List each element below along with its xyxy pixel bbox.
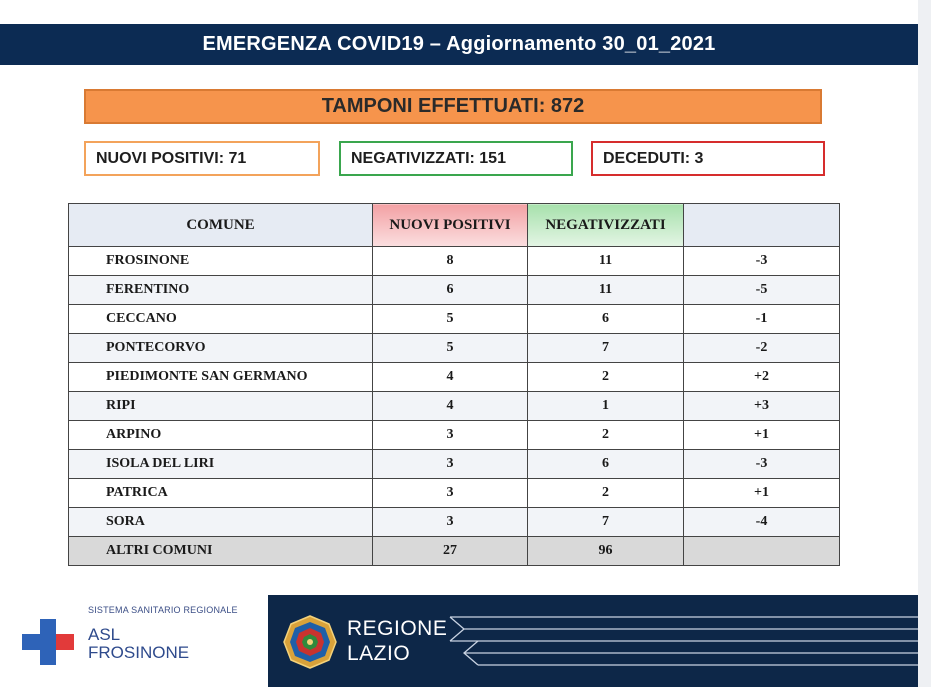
header-negativizzati: NEGATIVIZZATI [528,204,684,247]
tamponi-effettuati-box: TAMPONI EFFETTUATI: 872 [84,89,822,124]
cell-comune: SORA [69,508,373,537]
header-delta [684,204,840,247]
cell-positivi: 3 [373,508,528,537]
cell-comune: PIEDIMONTE SAN GERMANO [69,363,373,392]
table-header-row [69,204,840,247]
lazio-label: LAZIO [347,642,411,665]
header-nuovi-positivi: NUOVI POSITIVI [373,204,528,247]
table-row [69,363,840,392]
table-row [69,450,840,479]
asl-frosinone-logo [0,598,268,687]
right-edge-strip [918,0,931,687]
table-total-row [69,537,840,566]
cell-delta: -1 [684,305,840,334]
header-comune: COMUNE [69,204,373,247]
asl-name-line1: ASL [88,625,121,644]
cell-comune: PONTECORVO [69,334,373,363]
table-row [69,247,840,276]
nuovi-positivi-box: NUOVI POSITIVI: 71 [84,141,320,176]
negativizzati-box: NEGATIVIZZATI: 151 [339,141,573,176]
cell-negativizzati: 11 [528,247,684,276]
cell-comune: ISOLA DEL LIRI [69,450,373,479]
cell-negativizzati: 2 [528,421,684,450]
cell-comune: ARPINO [69,421,373,450]
cell-positivi: 6 [373,276,528,305]
cell-comune: PATRICA [69,479,373,508]
cell-positivi: 3 [373,479,528,508]
cell-negativizzati: 7 [528,508,684,537]
medical-cross-icon [22,619,74,665]
cell-delta: -5 [684,276,840,305]
cell-delta: -2 [684,334,840,363]
cell-delta: -4 [684,508,840,537]
cell-comune: ALTRI COMUNI [69,537,373,566]
asl-name-line2: FROSINONE [88,643,190,662]
comuni-table [68,203,840,566]
lazio-emblem-icon [283,615,337,669]
regione-lazio-logo [268,595,918,687]
cell-comune: CECCANO [69,305,373,334]
cell-negativizzati: 96 [528,537,684,566]
cell-negativizzati: 1 [528,392,684,421]
cell-delta: -3 [684,247,840,276]
cell-positivi: 27 [373,537,528,566]
table-row [69,421,840,450]
cell-negativizzati: 6 [528,450,684,479]
table-row [69,392,840,421]
cell-delta: +1 [684,421,840,450]
cell-negativizzati: 11 [528,276,684,305]
cell-negativizzati: 2 [528,479,684,508]
cell-comune: FERENTINO [69,276,373,305]
cell-positivi: 4 [373,392,528,421]
table-row [69,479,840,508]
deceduti-box: DECEDUTI: 3 [591,141,825,176]
asl-subtitle: SISTEMA SANITARIO REGIONALE [88,605,238,615]
table-row [69,508,840,537]
cell-negativizzati: 6 [528,305,684,334]
page-title: EMERGENZA COVID19 – Aggiornamento 30_01_2021 [0,24,918,65]
table-row [69,334,840,363]
cell-positivi: 4 [373,363,528,392]
cell-delta: +1 [684,479,840,508]
cell-positivi: 8 [373,247,528,276]
cell-delta: -3 [684,450,840,479]
table-row [69,305,840,334]
cell-delta: +2 [684,363,840,392]
cell-delta [684,537,840,566]
cell-positivi: 3 [373,450,528,479]
cell-negativizzati: 7 [528,334,684,363]
decorative-lines [268,595,918,687]
cell-positivi: 5 [373,334,528,363]
cell-delta: +3 [684,392,840,421]
cell-positivi: 5 [373,305,528,334]
regione-label: REGIONE [347,617,448,640]
cell-positivi: 3 [373,421,528,450]
table-row [69,276,840,305]
cell-comune: FROSINONE [69,247,373,276]
cell-negativizzati: 2 [528,363,684,392]
cell-comune: RIPI [69,392,373,421]
